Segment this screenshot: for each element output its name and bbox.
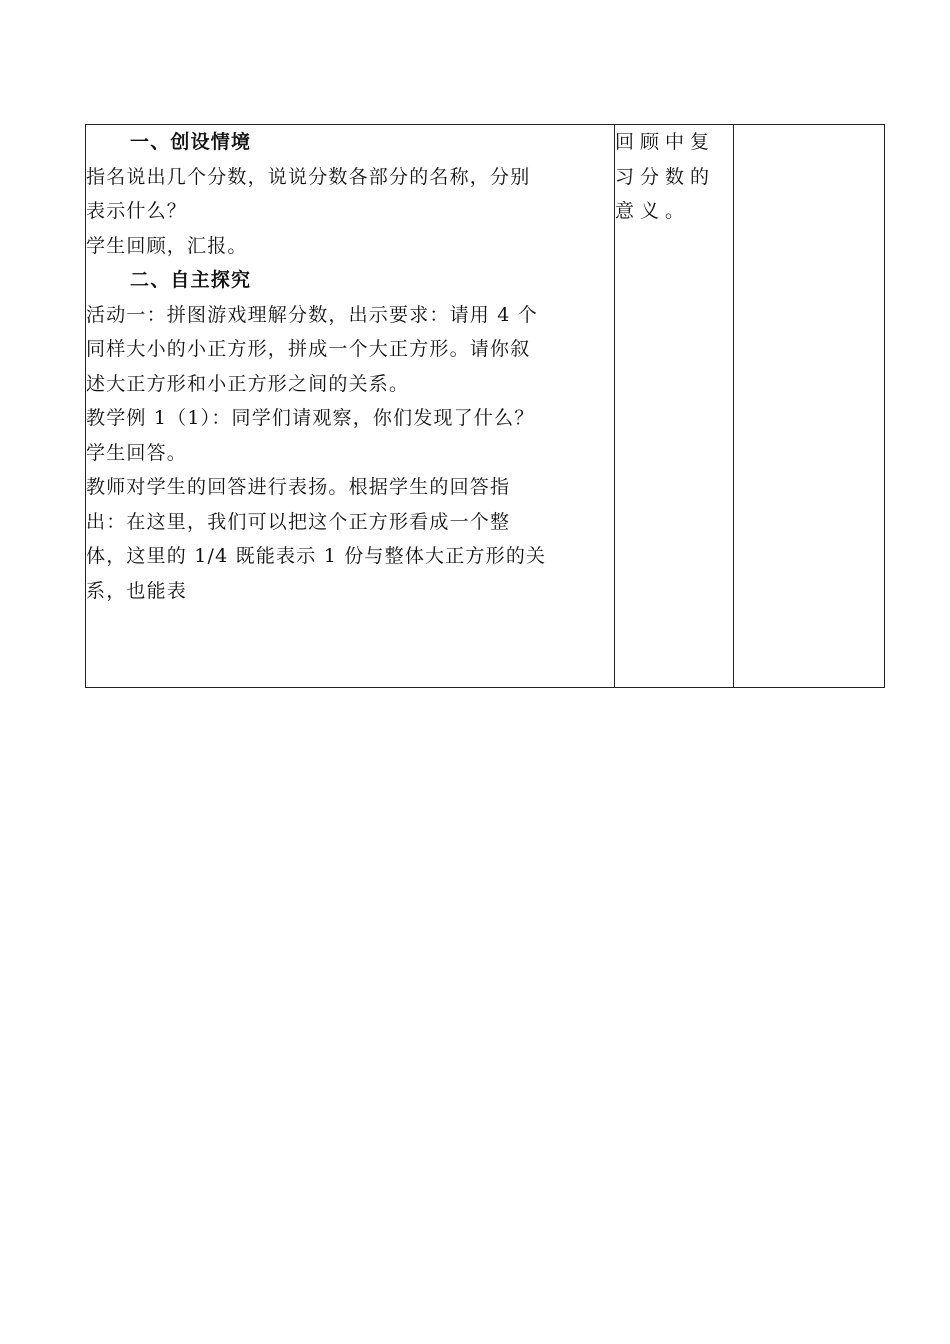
teaching-process-cell	[86, 125, 615, 688]
design-intent-line: 习分数的	[615, 165, 716, 188]
design-intent-cell	[615, 125, 734, 688]
lesson-plan-table	[85, 124, 885, 688]
paragraph-line: 指名说出几个分数，说说分数各部分的名称，分别	[86, 165, 531, 188]
design-intent-line: 意义。	[615, 200, 691, 222]
paragraph-line: 体，这里的 1/4 既能表示 1 份与整体大正方形的关	[86, 545, 547, 567]
section-heading-situation: 一、创设情境	[130, 131, 252, 153]
paragraph-line: 系，也能表	[86, 579, 188, 602]
table-row	[86, 125, 885, 688]
paragraph-line: 学生回答。	[86, 441, 188, 464]
paragraph-line: 学生回顾，汇报。	[86, 234, 248, 257]
paragraph-line: 同样大小的小正方形，拼成一个大正方形。请你叙	[86, 338, 531, 360]
paragraph-line: 述大正方形和小正方形之间的关系。	[86, 372, 410, 395]
design-intent-line: 回顾中复	[615, 131, 716, 153]
paragraph-line: 教学例 1（1）：同学们请观察，你们发现了什么？	[86, 407, 535, 429]
section-heading-exploration: 二、自主探究	[130, 269, 252, 291]
paragraph-line: 表示什么？	[86, 200, 188, 222]
reflection-cell	[734, 125, 885, 688]
paragraph-line: 出：在这里，我们可以把这个正方形看成一个整	[86, 510, 511, 533]
paragraph-line: 活动一：拼图游戏理解分数，出示要求：请用 4 个	[86, 303, 538, 326]
paragraph-line: 教师对学生的回答进行表扬。根据学生的回答指	[86, 476, 511, 498]
